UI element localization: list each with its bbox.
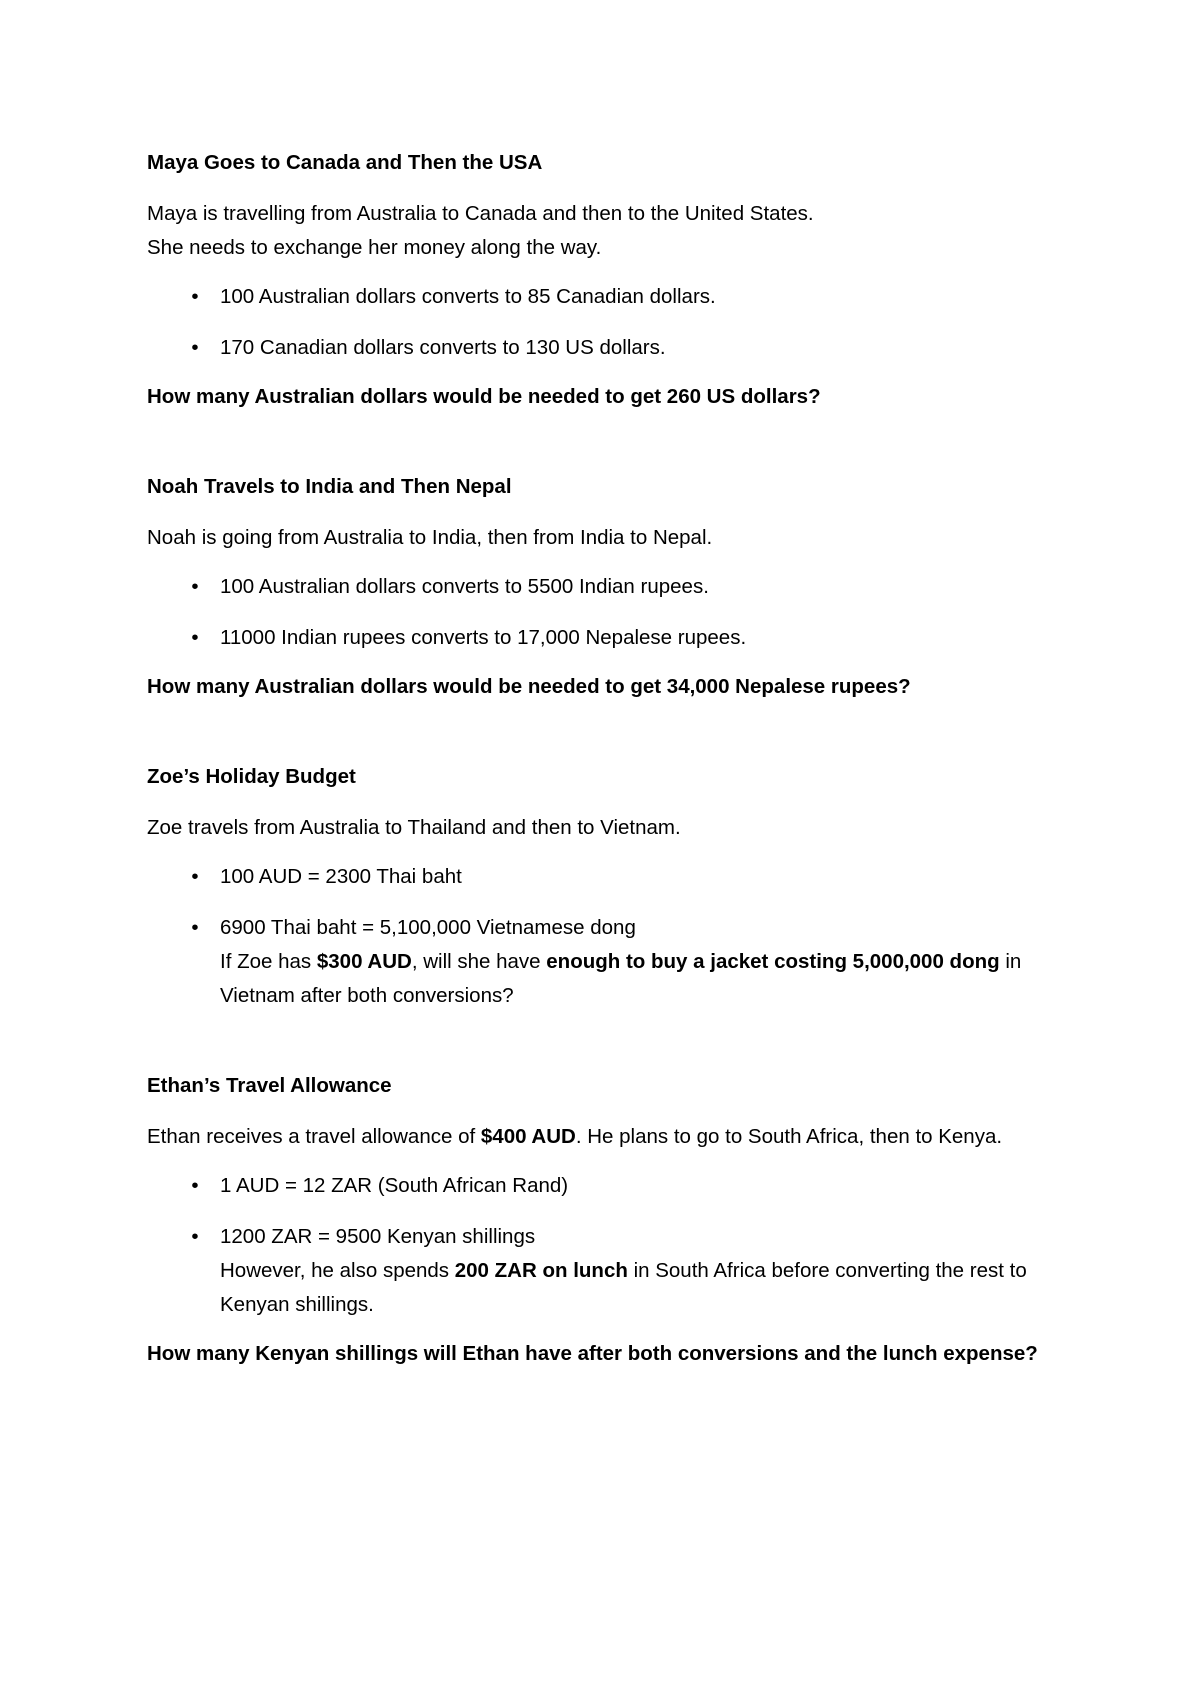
question: If Zoe has $300 AUD, will she have enough to buy a jacket costing 5,000,000 dong in Vietnam after both conversions? [220, 950, 1022, 1007]
question: How many Australian dollars would be needed to get 260 US dollars? [147, 385, 821, 408]
section-title: Zoe’s Holiday Budget [147, 765, 356, 788]
bullet-icon: • [191, 336, 199, 359]
list-item: • 100 Australian dollars converts to 5500 Indian rupees. [147, 570, 1067, 604]
intro-line: Zoe travels from Australia to Thailand and then to Vietnam. [147, 816, 681, 839]
list-item: • 1200 ZAR = 9500 Kenyan shillings However, he also spends 200 ZAR on lunch in South Africa before converting the rest to Kenyan shillings. [147, 1220, 1067, 1322]
bullet-icon: • [191, 285, 199, 308]
intro-line: She needs to exchange her money along the way. [147, 236, 602, 259]
intro-line: Noah is going from Australia to India, then from India to Nepal. [147, 526, 713, 549]
bullet-icon: • [191, 916, 199, 939]
section-title: Noah Travels to India and Then Nepal [147, 475, 512, 498]
bullet-list [147, 570, 1067, 655]
bullet-icon: • [191, 575, 199, 598]
bullet-icon: • [191, 1174, 199, 1197]
list-item: • 100 AUD = 2300 Thai baht [147, 860, 1067, 894]
section-zoe [147, 760, 1067, 1013]
list-item: • 170 Canadian dollars converts to 130 US dollars. [147, 331, 1067, 365]
document-page [147, 146, 1067, 1371]
section-title: Maya Goes to Canada and Then the USA [147, 151, 543, 174]
note: However, he also spends 200 ZAR on lunch in South Africa before converting the rest to Kenyan shillings. [220, 1259, 1027, 1316]
intro-line: Maya is travelling from Australia to Canada and then to the United States. [147, 202, 814, 225]
question: How many Australian dollars would be needed to get 34,000 Nepalese rupees? [147, 675, 911, 698]
question: How many Kenyan shillings will Ethan have after both conversions and the lunch expense? [147, 1342, 1038, 1365]
bullet-icon: • [191, 865, 199, 888]
list-item: • 11000 Indian rupees converts to 17,000 Nepalese rupees. [147, 621, 1067, 655]
section-title: Ethan’s Travel Allowance [147, 1074, 392, 1097]
bullet-list [147, 280, 1067, 365]
section-ethan [147, 1069, 1067, 1371]
list-item: • 1 AUD = 12 ZAR (South African Rand) [147, 1169, 1067, 1203]
section-noah [147, 470, 1067, 704]
intro-paragraph: Ethan receives a travel allowance of $400 AUD. He plans to go to South Africa, then to Kenya. [147, 1125, 1003, 1148]
bullet-list [147, 860, 1067, 1013]
section-maya [147, 146, 1067, 414]
bullet-icon: • [191, 626, 199, 649]
bullet-icon: • [191, 1225, 199, 1248]
list-item: • 100 Australian dollars converts to 85 Canadian dollars. [147, 280, 1067, 314]
list-item: • 6900 Thai baht = 5,100,000 Vietnamese dong If Zoe has $300 AUD, will she have enough to buy a jacket costing 5,000,000 dong in Vietnam after both conversions? [147, 911, 1067, 1013]
bullet-list [147, 1169, 1067, 1322]
